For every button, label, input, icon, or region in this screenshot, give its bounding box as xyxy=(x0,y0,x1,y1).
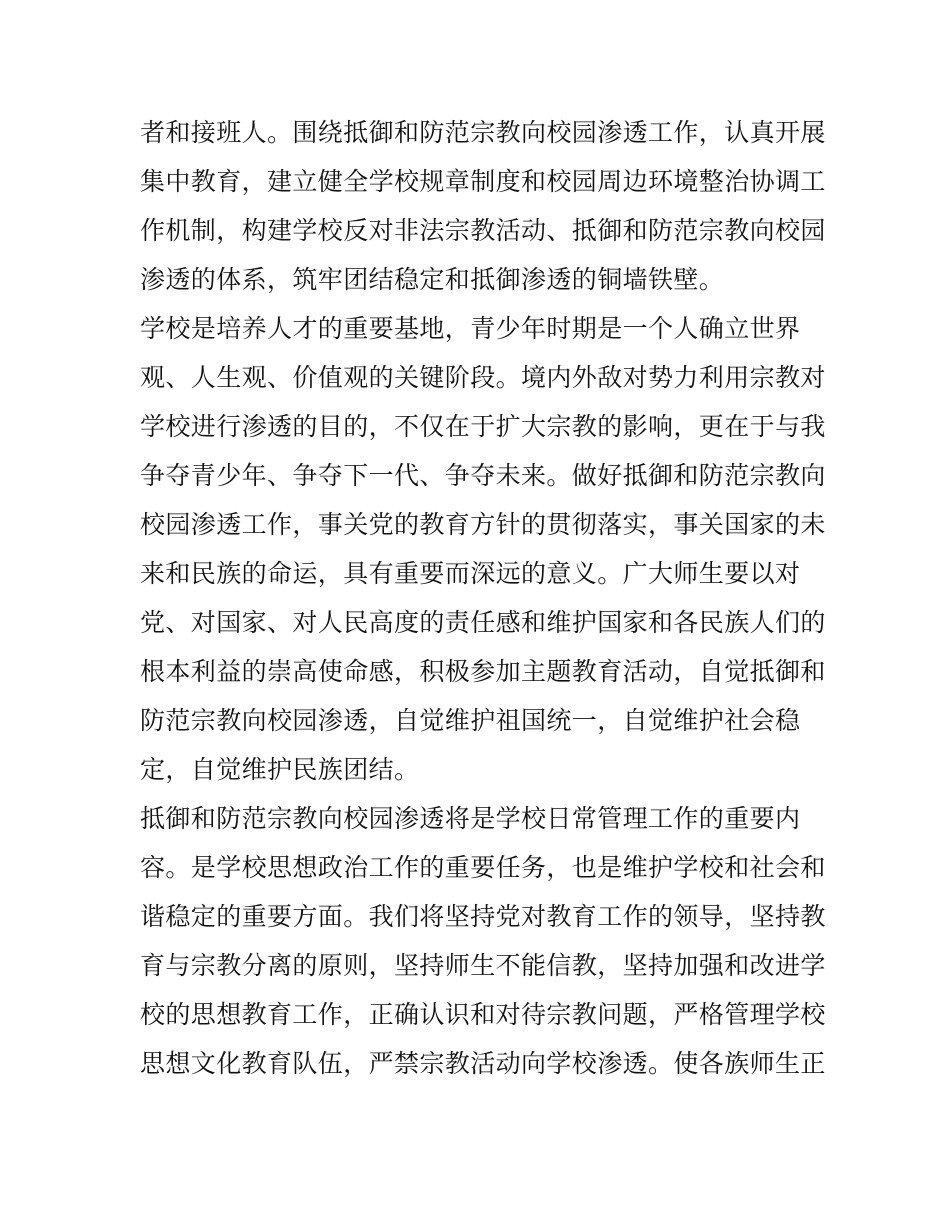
text-line: 渗透的体系，筑牢团结稳定和抵御渗透的铜墙铁壁。 xyxy=(140,265,725,294)
text-line: 争夺青少年、争夺下一代、争夺未来。做好抵御和防范宗教向 xyxy=(140,461,826,490)
text-line: 育与宗教分离的原则，坚持师生不能信教，坚持加强和改进学 xyxy=(140,951,826,980)
text-line: 集中教育，建立健全学校规章制度和校园周边环境整治协调工 xyxy=(140,167,826,196)
text-line: 观、人生观、价值观的关键阶段。境内外敌对势力利用宗教对 xyxy=(140,363,826,392)
text-line: 者和接班人。围绕抵御和防范宗教向校园渗透工作，认真开展 xyxy=(140,118,826,147)
body-text xyxy=(140,108,826,1088)
text-line: 防范宗教向校园渗透，自觉维护祖国统一，自觉维护社会稳 xyxy=(140,706,801,735)
text-line: 来和民族的命运，具有重要而深远的意义。广大师生要以对 xyxy=(140,559,801,588)
text-line: 校园渗透工作，事关党的教育方针的贯彻落实，事关国家的未 xyxy=(140,510,826,539)
text-line: 作机制，构建学校反对非法宗教活动、抵御和防范宗教向校园 xyxy=(140,216,826,245)
text-line: 学校进行渗透的目的，不仅在于扩大宗教的影响，更在于与我 xyxy=(140,412,826,441)
text-line: 根本利益的崇高使命感，积极参加主题教育活动，自觉抵御和 xyxy=(140,657,826,686)
text-line: 党、对国家、对人民高度的责任感和维护国家和各民族人们的 xyxy=(140,608,826,637)
text-line: 抵御和防范宗教向校园渗透将是学校日常管理工作的重要内 xyxy=(140,804,801,833)
text-line: 谐稳定的重要方面。我们将坚持党对教育工作的领导，坚持教 xyxy=(140,902,826,931)
text-line: 校的思想教育工作，正确认识和对待宗教问题，严格管理学校 xyxy=(140,1000,826,1029)
text-line: 容。是学校思想政治工作的重要任务，也是维护学校和社会和 xyxy=(140,853,826,882)
text-line: 思想文化教育队伍，严禁宗教活动向学校渗透。使各族师生正 xyxy=(140,1049,826,1078)
text-line: 学校是培养人才的重要基地，青少年时期是一个人确立世界 xyxy=(140,314,801,343)
text-line: 定，自觉维护民族团结。 xyxy=(140,755,420,784)
